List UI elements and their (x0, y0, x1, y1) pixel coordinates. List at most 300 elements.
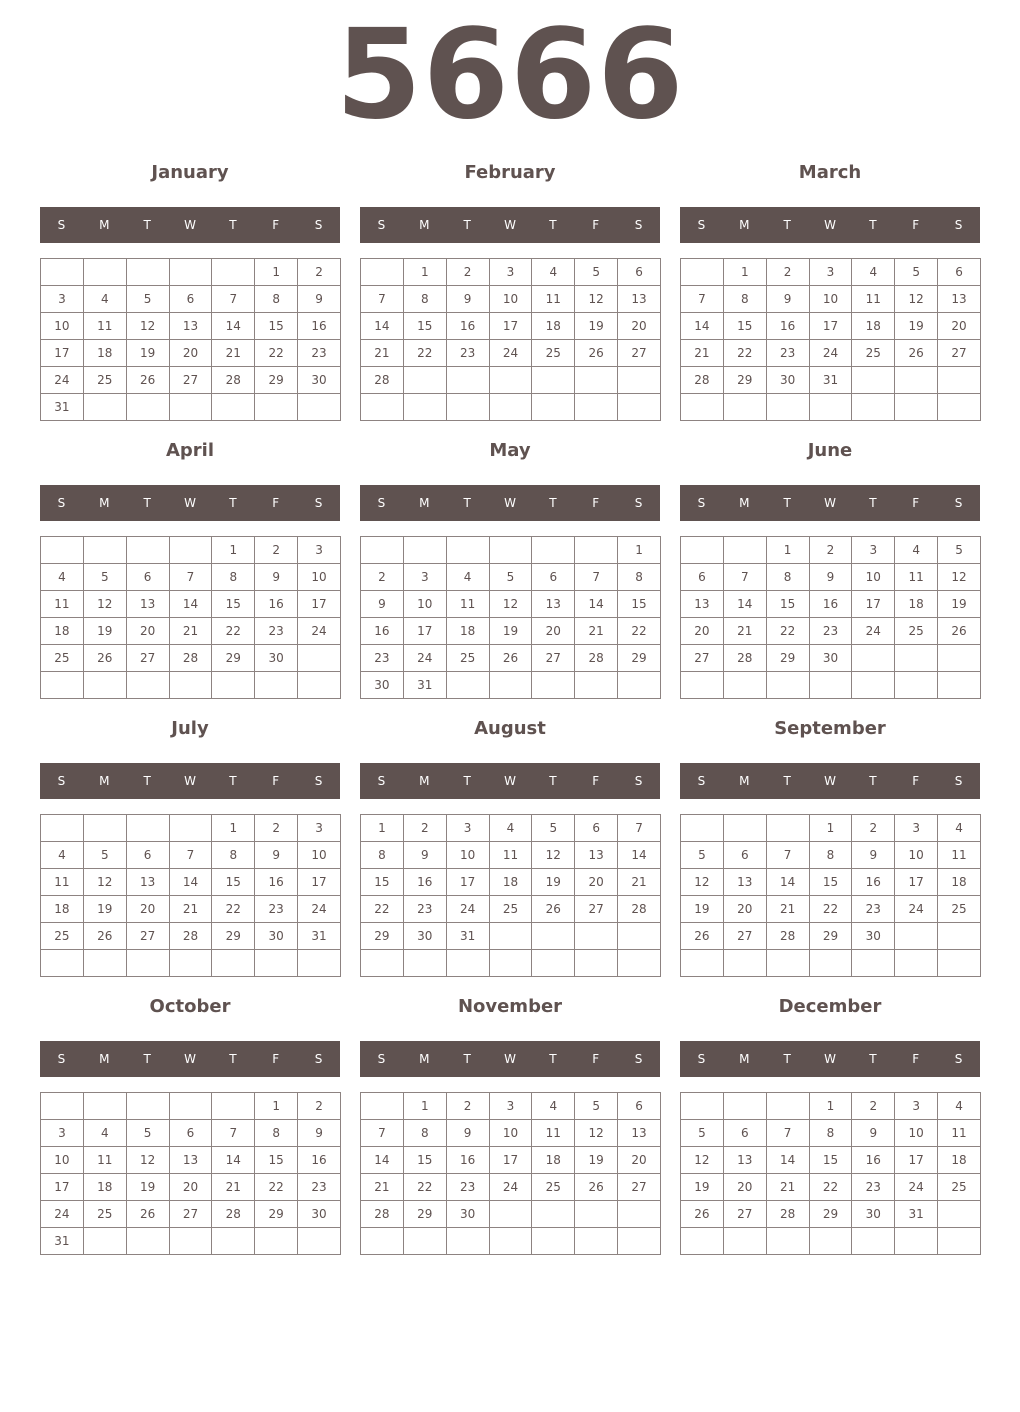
week-row (41, 923, 341, 950)
day-cell: 25 (532, 1174, 575, 1201)
day-cell: 16 (446, 1147, 489, 1174)
day-cell: 25 (83, 1201, 126, 1228)
day-cell (766, 1093, 809, 1120)
week-row (681, 1174, 981, 1201)
day-cell: 5 (83, 842, 126, 869)
weekday-label: M (739, 1052, 750, 1066)
day-cell (723, 1093, 766, 1120)
weekday-label: S (377, 218, 386, 232)
week-row (41, 618, 341, 645)
day-cell (766, 394, 809, 421)
day-cell (532, 923, 575, 950)
day-cell (169, 537, 212, 564)
day-cell: 22 (403, 1174, 446, 1201)
day-cell: 20 (126, 896, 169, 923)
day-cell (446, 1228, 489, 1255)
day-cell: 1 (766, 537, 809, 564)
day-cell (618, 672, 661, 699)
day-cell (489, 367, 532, 394)
day-cell: 14 (766, 1147, 809, 1174)
week-row (681, 564, 981, 591)
day-cell (723, 1228, 766, 1255)
week-row (41, 842, 341, 869)
day-cell (575, 537, 618, 564)
day-cell: 4 (938, 815, 981, 842)
day-cell: 1 (403, 259, 446, 286)
day-cell: 29 (255, 1201, 298, 1228)
weekday-label: S (377, 1052, 386, 1066)
day-cell (852, 950, 895, 977)
day-cell: 3 (852, 537, 895, 564)
day-cell (809, 1228, 852, 1255)
day-cell (766, 950, 809, 977)
day-cell: 13 (723, 869, 766, 896)
day-cell: 18 (83, 1174, 126, 1201)
day-cell: 25 (532, 340, 575, 367)
weekday-label: S (954, 496, 963, 510)
day-cell (809, 950, 852, 977)
weekday-label: S (57, 774, 66, 788)
day-cell (895, 1228, 938, 1255)
weekday-header (360, 763, 660, 799)
day-cell (169, 259, 212, 286)
week-row (361, 672, 661, 699)
day-cell (255, 1228, 298, 1255)
day-cell (255, 672, 298, 699)
day-cell: 5 (489, 564, 532, 591)
day-cell (681, 672, 724, 699)
week-row (361, 394, 661, 421)
day-cell (852, 1228, 895, 1255)
day-cell: 11 (489, 842, 532, 869)
day-cell: 28 (766, 1201, 809, 1228)
week-row (681, 1201, 981, 1228)
day-cell: 14 (212, 1147, 255, 1174)
day-cell: 14 (361, 1147, 404, 1174)
day-cell: 3 (403, 564, 446, 591)
weekday-label: W (504, 774, 516, 788)
day-cell (298, 950, 341, 977)
day-cell: 26 (83, 645, 126, 672)
day-cell: 28 (361, 367, 404, 394)
weekday-label: S (377, 496, 386, 510)
day-cell: 24 (41, 367, 84, 394)
day-cell: 31 (446, 923, 489, 950)
weekday-label: W (824, 496, 836, 510)
day-cell: 12 (575, 1120, 618, 1147)
day-cell: 19 (83, 618, 126, 645)
day-cell: 8 (403, 1120, 446, 1147)
day-cell (83, 259, 126, 286)
day-cell: 26 (681, 1201, 724, 1228)
weekday-label: S (634, 1052, 643, 1066)
weekday-label: T (869, 496, 877, 510)
day-cell: 5 (681, 1120, 724, 1147)
day-cell: 12 (938, 564, 981, 591)
week-row (681, 394, 981, 421)
day-cell: 18 (938, 869, 981, 896)
week-row (41, 1228, 341, 1255)
day-cell: 12 (681, 869, 724, 896)
day-cell: 22 (809, 1174, 852, 1201)
day-cell: 3 (298, 815, 341, 842)
day-cell: 31 (809, 367, 852, 394)
day-cell: 26 (126, 367, 169, 394)
week-row (681, 923, 981, 950)
day-cell: 11 (895, 564, 938, 591)
day-cell: 2 (255, 537, 298, 564)
day-cell (83, 815, 126, 842)
day-cell: 26 (681, 923, 724, 950)
day-cell: 21 (723, 618, 766, 645)
day-cell: 13 (575, 842, 618, 869)
day-cell: 12 (681, 1147, 724, 1174)
day-cell: 3 (809, 259, 852, 286)
day-cell: 1 (361, 815, 404, 842)
day-cell: 7 (766, 1120, 809, 1147)
day-cell (938, 1201, 981, 1228)
week-row (41, 1120, 341, 1147)
day-cell: 14 (361, 313, 404, 340)
weekday-label: T (229, 774, 237, 788)
month-name: May (489, 440, 531, 461)
day-cell: 24 (489, 1174, 532, 1201)
day-cell: 20 (169, 340, 212, 367)
week-row (361, 869, 661, 896)
weekday-label: M (99, 1052, 110, 1066)
day-cell: 18 (41, 896, 84, 923)
day-cell (938, 394, 981, 421)
day-cell: 3 (489, 1093, 532, 1120)
weekday-label: T (869, 774, 877, 788)
day-cell: 24 (809, 340, 852, 367)
day-cell (403, 950, 446, 977)
weekday-header (680, 485, 980, 521)
weekday-label: W (184, 218, 196, 232)
weekday-label: S (697, 1052, 706, 1066)
day-cell (361, 259, 404, 286)
day-cell: 9 (766, 286, 809, 313)
day-cell (766, 1228, 809, 1255)
week-row (681, 815, 981, 842)
day-cell: 12 (83, 869, 126, 896)
day-cell: 11 (83, 313, 126, 340)
day-cell (938, 367, 981, 394)
day-cell: 31 (403, 672, 446, 699)
day-cell: 14 (618, 842, 661, 869)
day-cell (681, 394, 724, 421)
day-cell: 24 (489, 340, 532, 367)
day-cell: 2 (298, 1093, 341, 1120)
day-cell: 28 (169, 923, 212, 950)
day-cell: 7 (766, 842, 809, 869)
day-grid (40, 1092, 341, 1255)
day-cell: 5 (575, 259, 618, 286)
day-cell: 22 (212, 896, 255, 923)
week-row (361, 815, 661, 842)
day-cell: 15 (809, 1147, 852, 1174)
day-cell: 5 (83, 564, 126, 591)
day-cell: 19 (126, 1174, 169, 1201)
day-cell (169, 815, 212, 842)
day-cell: 21 (575, 618, 618, 645)
day-cell: 28 (766, 923, 809, 950)
day-cell: 15 (212, 591, 255, 618)
day-cell: 30 (403, 923, 446, 950)
day-cell (41, 815, 84, 842)
day-cell: 2 (852, 815, 895, 842)
weekday-label: T (783, 218, 791, 232)
day-cell: 5 (532, 815, 575, 842)
week-row (41, 286, 341, 313)
day-cell (723, 672, 766, 699)
weekday-label: F (912, 496, 920, 510)
day-cell (212, 259, 255, 286)
day-cell: 24 (895, 896, 938, 923)
day-cell: 24 (446, 896, 489, 923)
weekday-label: S (954, 218, 963, 232)
week-row (681, 618, 981, 645)
day-cell: 16 (361, 618, 404, 645)
weekday-label: F (592, 774, 600, 788)
day-cell (618, 1201, 661, 1228)
day-cell (809, 394, 852, 421)
day-cell: 1 (255, 1093, 298, 1120)
day-cell: 28 (361, 1201, 404, 1228)
day-grid (360, 258, 661, 421)
weekday-label: F (592, 496, 600, 510)
day-cell: 8 (809, 842, 852, 869)
weekday-label: T (783, 774, 791, 788)
weekday-label: M (99, 218, 110, 232)
day-cell (403, 367, 446, 394)
weekday-header (40, 1041, 340, 1077)
day-cell: 1 (212, 815, 255, 842)
day-cell: 17 (298, 869, 341, 896)
weekday-header (40, 207, 340, 243)
day-cell: 22 (212, 618, 255, 645)
day-cell: 13 (618, 286, 661, 313)
day-cell (298, 672, 341, 699)
day-cell: 16 (766, 313, 809, 340)
day-cell (575, 1201, 618, 1228)
day-cell (83, 950, 126, 977)
day-cell: 28 (212, 1201, 255, 1228)
day-cell: 29 (809, 1201, 852, 1228)
weekday-label: T (463, 218, 471, 232)
day-cell: 5 (575, 1093, 618, 1120)
day-cell: 4 (41, 564, 84, 591)
day-cell (41, 672, 84, 699)
day-cell (212, 1093, 255, 1120)
day-cell: 2 (403, 815, 446, 842)
day-cell (809, 672, 852, 699)
month-name: April (165, 440, 215, 461)
day-cell: 13 (618, 1120, 661, 1147)
day-cell: 17 (809, 313, 852, 340)
day-cell: 31 (895, 1201, 938, 1228)
day-cell (298, 645, 341, 672)
day-cell: 20 (126, 618, 169, 645)
day-cell: 11 (532, 1120, 575, 1147)
day-cell: 4 (41, 842, 84, 869)
day-cell: 4 (489, 815, 532, 842)
week-row (361, 1201, 661, 1228)
month-name: July (171, 718, 209, 739)
day-grid (680, 258, 981, 421)
weekday-label: M (419, 496, 430, 510)
day-cell (532, 950, 575, 977)
weekday-label: T (783, 1052, 791, 1066)
weekday-label: M (419, 774, 430, 788)
day-cell (489, 394, 532, 421)
day-cell: 15 (766, 591, 809, 618)
day-cell: 9 (403, 842, 446, 869)
day-cell: 3 (41, 1120, 84, 1147)
day-cell: 18 (532, 313, 575, 340)
day-cell (41, 537, 84, 564)
day-cell (489, 537, 532, 564)
day-cell (403, 537, 446, 564)
day-cell: 22 (361, 896, 404, 923)
day-cell: 20 (723, 896, 766, 923)
day-cell: 6 (681, 564, 724, 591)
day-cell: 26 (895, 340, 938, 367)
week-row (681, 842, 981, 869)
day-cell: 9 (852, 842, 895, 869)
weekday-label: W (184, 496, 196, 510)
weekday-label: S (634, 218, 643, 232)
day-cell: 10 (809, 286, 852, 313)
day-cell: 21 (766, 896, 809, 923)
day-cell: 15 (403, 1147, 446, 1174)
day-cell: 22 (809, 896, 852, 923)
week-row (361, 259, 661, 286)
day-cell: 27 (126, 645, 169, 672)
day-cell (126, 672, 169, 699)
day-cell: 6 (532, 564, 575, 591)
day-cell (895, 367, 938, 394)
week-row (361, 591, 661, 618)
day-grid (680, 814, 981, 977)
month-name: November (457, 996, 563, 1017)
day-cell (361, 1093, 404, 1120)
day-cell: 22 (255, 1174, 298, 1201)
day-cell: 30 (809, 645, 852, 672)
day-cell (446, 950, 489, 977)
weekday-label: T (549, 218, 557, 232)
week-row (361, 1174, 661, 1201)
day-cell: 8 (255, 1120, 298, 1147)
day-cell: 29 (255, 367, 298, 394)
week-row (361, 618, 661, 645)
day-cell (852, 672, 895, 699)
day-cell: 23 (298, 1174, 341, 1201)
day-cell: 18 (938, 1147, 981, 1174)
day-cell: 3 (41, 286, 84, 313)
day-cell: 30 (852, 923, 895, 950)
week-row (361, 340, 661, 367)
day-cell (169, 950, 212, 977)
day-cell: 3 (298, 537, 341, 564)
day-cell: 7 (618, 815, 661, 842)
day-cell: 22 (723, 340, 766, 367)
week-row (361, 1228, 661, 1255)
day-cell: 25 (41, 923, 84, 950)
day-cell (575, 950, 618, 977)
week-row (41, 950, 341, 977)
day-cell: 17 (298, 591, 341, 618)
week-row (681, 591, 981, 618)
day-cell: 30 (255, 923, 298, 950)
day-cell (938, 645, 981, 672)
weekday-label: M (419, 218, 430, 232)
day-cell: 24 (41, 1201, 84, 1228)
day-cell: 19 (575, 313, 618, 340)
day-cell (446, 672, 489, 699)
weekday-label: F (272, 774, 280, 788)
day-cell: 27 (169, 367, 212, 394)
day-cell: 22 (618, 618, 661, 645)
day-cell: 19 (681, 1174, 724, 1201)
day-cell: 10 (489, 1120, 532, 1147)
day-cell: 7 (212, 286, 255, 313)
weekday-label: T (549, 1052, 557, 1066)
day-cell (575, 923, 618, 950)
day-cell: 19 (126, 340, 169, 367)
day-cell (681, 259, 724, 286)
weekday-label: S (634, 774, 643, 788)
day-cell (255, 950, 298, 977)
week-row (681, 1120, 981, 1147)
weekday-label: T (463, 1052, 471, 1066)
day-cell: 29 (361, 923, 404, 950)
day-cell (575, 1228, 618, 1255)
day-cell (489, 1201, 532, 1228)
week-row (681, 259, 981, 286)
day-cell (618, 923, 661, 950)
day-cell: 18 (532, 1147, 575, 1174)
day-cell: 25 (938, 1174, 981, 1201)
day-cell: 20 (681, 618, 724, 645)
day-cell (126, 259, 169, 286)
weekday-label: S (57, 1052, 66, 1066)
day-cell: 10 (852, 564, 895, 591)
day-cell (83, 1093, 126, 1120)
day-cell: 9 (852, 1120, 895, 1147)
day-cell: 13 (532, 591, 575, 618)
weekday-label: F (272, 1052, 280, 1066)
day-cell (575, 367, 618, 394)
weekday-label: S (314, 1052, 323, 1066)
day-cell (126, 1228, 169, 1255)
day-cell (169, 1228, 212, 1255)
day-cell: 5 (895, 259, 938, 286)
day-cell: 30 (766, 367, 809, 394)
day-cell (618, 367, 661, 394)
day-cell: 26 (489, 645, 532, 672)
day-cell: 7 (169, 842, 212, 869)
day-cell: 21 (169, 618, 212, 645)
weekday-label: T (869, 218, 877, 232)
day-cell: 25 (489, 896, 532, 923)
day-cell: 1 (723, 259, 766, 286)
day-cell (126, 537, 169, 564)
day-cell: 10 (446, 842, 489, 869)
day-grid (40, 814, 341, 977)
week-row (681, 645, 981, 672)
day-cell: 27 (723, 923, 766, 950)
